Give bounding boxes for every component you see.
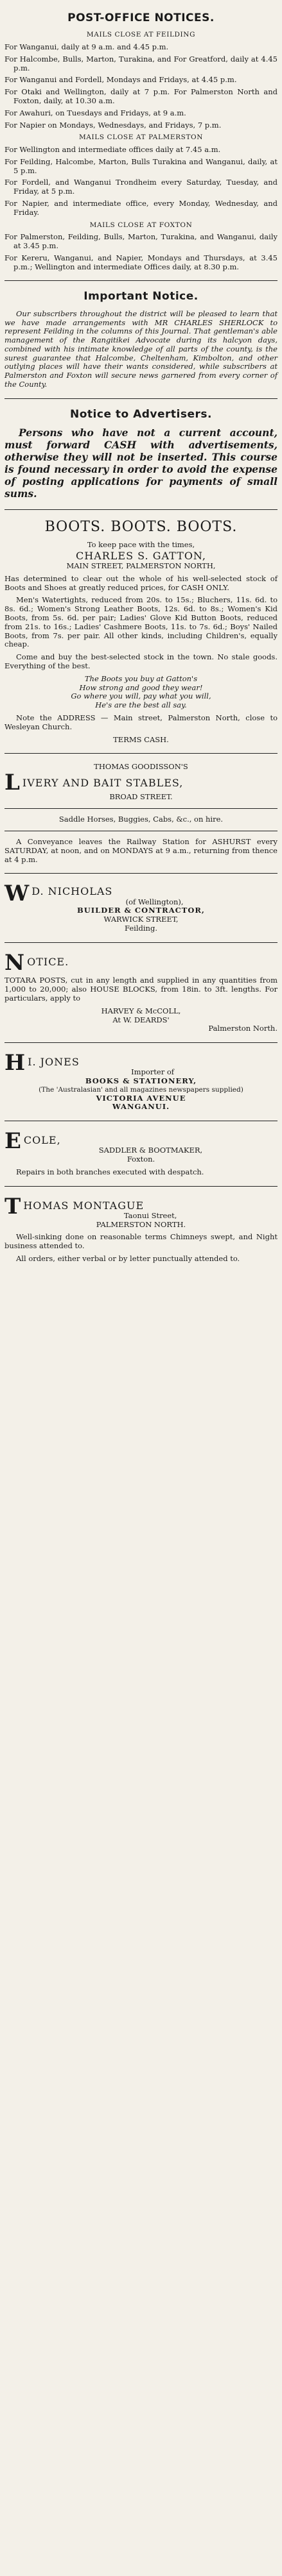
- jones-note: (The 'Australasian' and all magazines newspapers supplied): [39, 1085, 243, 1094]
- divider: [4, 398, 278, 399]
- cole-town: Foxton.: [127, 1155, 155, 1164]
- boots-verse-line: He's are the best all say.: [95, 700, 187, 710]
- jones-drop-cap: H: [4, 1050, 26, 1076]
- totara-town: Palmerston North.: [208, 1024, 278, 1033]
- nicholas-origin: (of Wellington),: [125, 897, 184, 906]
- jones-name: I. JONES: [28, 1056, 80, 1069]
- totara-agent: HARVEY & McCOLL,: [101, 1006, 181, 1015]
- divider: [4, 509, 278, 510]
- totara-at: At W. DEARDS': [112, 1015, 170, 1024]
- boots-merchant-name: CHARLES S. GATTON,: [76, 549, 206, 562]
- totara-title: OTICE.: [27, 955, 69, 968]
- boots-headline: BOOTS. BOOTS. BOOTS.: [44, 518, 238, 535]
- cole-name: COLE,: [23, 1134, 61, 1147]
- feilding-item: For Wanganui, daily at 9 a.m. and 4.45 p.m.: [4, 42, 169, 51]
- jones-ad: [4, 1052, 278, 1112]
- nicholas-ad: [4, 883, 278, 933]
- boots-prices: Men's Watertights, reduced from 20s. to 15s.; Bluchers, 11s. 6d. to 8s. 6d.; Women's Strong Leather Boots, 12s. 6d. to 8s.; Women's Kid Boots, from 5s. 6d. per pair; Ladies' Glove Kid Button Boots, reduced from 21s. to 16s.; Ladies' Cashmere Boots, 11s. to 7s. 6d.; Boys' Nailed Boots, from 7s. per pair. All other kinds, including Children's, equally cheap.: [4, 595, 278, 649]
- nicholas-name: D. NICHOLAS: [31, 885, 113, 898]
- totara-drop-cap: N: [4, 949, 25, 976]
- palmerston-item: For Wellington and intermediate offices daily at 7.45 a.m.: [4, 144, 221, 154]
- totara-body: TOTARA POSTS, cut in any length and supplied in any quantities from 1,000 to 20,000; also HOUSE BLOCKS, from 18in. to 3ft. lengths. For particulars, apply to: [4, 976, 278, 1003]
- boots-body: Has determined to clear out the whole of his well-selected stock of Boots and Shoes at greatly reduced prices, for CASH ONLY.: [4, 573, 278, 592]
- boots-come: Come and buy the best-selected stock in the town. No stale goods. Everything of the best.: [4, 652, 278, 671]
- livery-title: IVERY AND BAIT STABLES,: [22, 777, 184, 790]
- livery-drop-cap: L: [4, 770, 20, 796]
- boots-ad: [4, 519, 278, 745]
- divider: [4, 1042, 278, 1043]
- jones-street: VICTORIA AVENUE: [96, 1093, 186, 1103]
- divider: [4, 1186, 278, 1187]
- advertisers-notice: [4, 408, 278, 500]
- montague-body: Well-sinking done on reasonable terms Chimneys swept, and Night business attended to.: [4, 1232, 278, 1251]
- montague-ad: [4, 1193, 278, 1264]
- feilding-item: For Napier on Mondays, Wednesdays, and Fridays, 7 p.m.: [4, 120, 222, 130]
- montague-street: Taonui Street,: [123, 1210, 177, 1220]
- jones-trade: BOOKS & STATIONERY,: [85, 1076, 197, 1086]
- montague-town: PALMERSTON NORTH.: [96, 1219, 186, 1229]
- foxton-item: For Kereru, Wanganui, and Napier, Mondays and Thursdays, at 3.45 p.m.; Wellington and intermediate Offices daily, at 8.30 p.m.: [4, 253, 278, 271]
- divider: [4, 280, 278, 281]
- nicholas-town: Feilding.: [125, 923, 157, 933]
- cole-body: Repairs in both branches executed with despatch.: [16, 1167, 204, 1176]
- jones-town: WANGANUI.: [112, 1102, 170, 1112]
- foxton-item: For Palmerston, Feilding, Bulls, Marton, Turakina, and Wanganui, daily at 3.45 p.m.: [4, 232, 278, 250]
- feilding-item: For Halcombe, Bulls, Marton, Turakina, and For Greatford, daily at 4.45 p.m.: [4, 54, 278, 72]
- livery-ad: [4, 763, 278, 864]
- feilding-item: For Awahuri, on Tuesdays and Fridays, at 9 a.m.: [4, 108, 186, 117]
- livery-owner: THOMAS GOODISSON'S: [94, 762, 188, 772]
- boots-verse-line: The Boots you buy at Gatton's: [84, 674, 198, 683]
- boots-verse-line: How strong and good they wear!: [79, 682, 203, 692]
- post-office-notices: [4, 12, 278, 271]
- palmerston-item: For Fordell, and Wanganui Trondheim every Saturday, Tuesday, and Friday, at 5 p.m.: [4, 178, 278, 196]
- divider: [4, 753, 278, 754]
- important-title: Important Notice.: [84, 290, 198, 303]
- nicholas-drop-cap: W: [4, 881, 30, 907]
- boots-note: Note the ADDRESS — Main street, Palmerston North, close to Wesleyan Church.: [4, 713, 278, 731]
- important-notice: [4, 290, 278, 389]
- boots-verse-line: Go where you will, pay what you will,: [71, 691, 211, 701]
- feilding-heading: MAILS CLOSE AT FEILDING: [86, 31, 196, 39]
- advertisers-title: Notice to Advertisers.: [70, 407, 212, 421]
- livery-street: BROAD STREET.: [109, 792, 173, 802]
- advertisers-body: Persons who have not a current account, must forward CASH with advertisements, otherwise they will not be inserted. This course is found necessary in order to avoid the expense of posting applications for payments of small sums.: [4, 427, 278, 500]
- newspaper-column: [4, 0, 278, 1264]
- palmerston-heading: MAILS CLOSE AT PALMERSTON: [78, 133, 204, 142]
- jones-role: Importer of: [131, 1067, 175, 1077]
- foxton-heading: MAILS CLOSE AT FOXTON: [89, 221, 193, 229]
- palmerston-item: For Feilding, Halcombe, Marton, Bulls Turakina and Wanganui, daily, at 5 p.m.: [4, 157, 278, 175]
- nicholas-trade: BUILDER & CONTRACTOR,: [77, 906, 205, 915]
- feilding-item: For Otaki and Wellington, daily at 7 p.m. For Palmerston North and Foxton, daily, at 10.30 a.m.: [4, 87, 278, 105]
- cole-drop-cap: E: [4, 1128, 21, 1155]
- post-office-title: POST-OFFICE NOTICES.: [67, 12, 215, 24]
- boots-intro: To keep pace with the times,: [87, 540, 195, 550]
- boots-terms: TERMS CASH.: [113, 734, 169, 744]
- totara-notice: [4, 949, 278, 1033]
- palmerston-item: For Napier, and intermediate office, every Monday, Wednesday, and Friday.: [4, 198, 278, 217]
- livery-conveyance: A Conveyance leaves the Railway Station for ASHURST every SATURDAY, at noon, and on MONDAYS at 9 a.m., returning from thence at 4 p.m.: [4, 837, 278, 864]
- montague-drop-cap: T: [4, 1193, 21, 1219]
- divider: [4, 808, 278, 809]
- cole-ad: [4, 1130, 278, 1177]
- feilding-item: For Wanganui and Fordell, Mondays and Fridays, at 4.45 p.m.: [4, 75, 237, 85]
- boots-address: MAIN STREET, PALMERSTON NORTH,: [66, 561, 216, 571]
- cole-trade: SADDLER & BOOTMAKER,: [98, 1146, 203, 1155]
- divider: [4, 942, 278, 943]
- montague-footer: All orders, either verbal or by letter punctually attended to.: [16, 1254, 240, 1264]
- nicholas-street: WARWICK STREET,: [103, 915, 179, 924]
- montague-name: HOMAS MONTAGUE: [23, 1199, 145, 1212]
- livery-hire: Saddle Horses, Buggies, Cabs, &c., on hire.: [58, 815, 224, 824]
- divider: [4, 873, 278, 874]
- important-body: Our subscribers throughout the district will be pleased to learn that we have made arrangements with MR CHARLES SHERLOCK to represent Feilding in the columns of this Journal. That gentleman's able management of the Rangitikei Advocate during its halcyon days, combined with his intimate knowledge of all parts of the county, is the surest guarantee that Halcombe, Cheltenham, Kimbolton, and other outlying places will have their wants considered, while subscribers at Palmerston and Foxton will secure news garnered from every corner of the County.: [4, 309, 278, 389]
